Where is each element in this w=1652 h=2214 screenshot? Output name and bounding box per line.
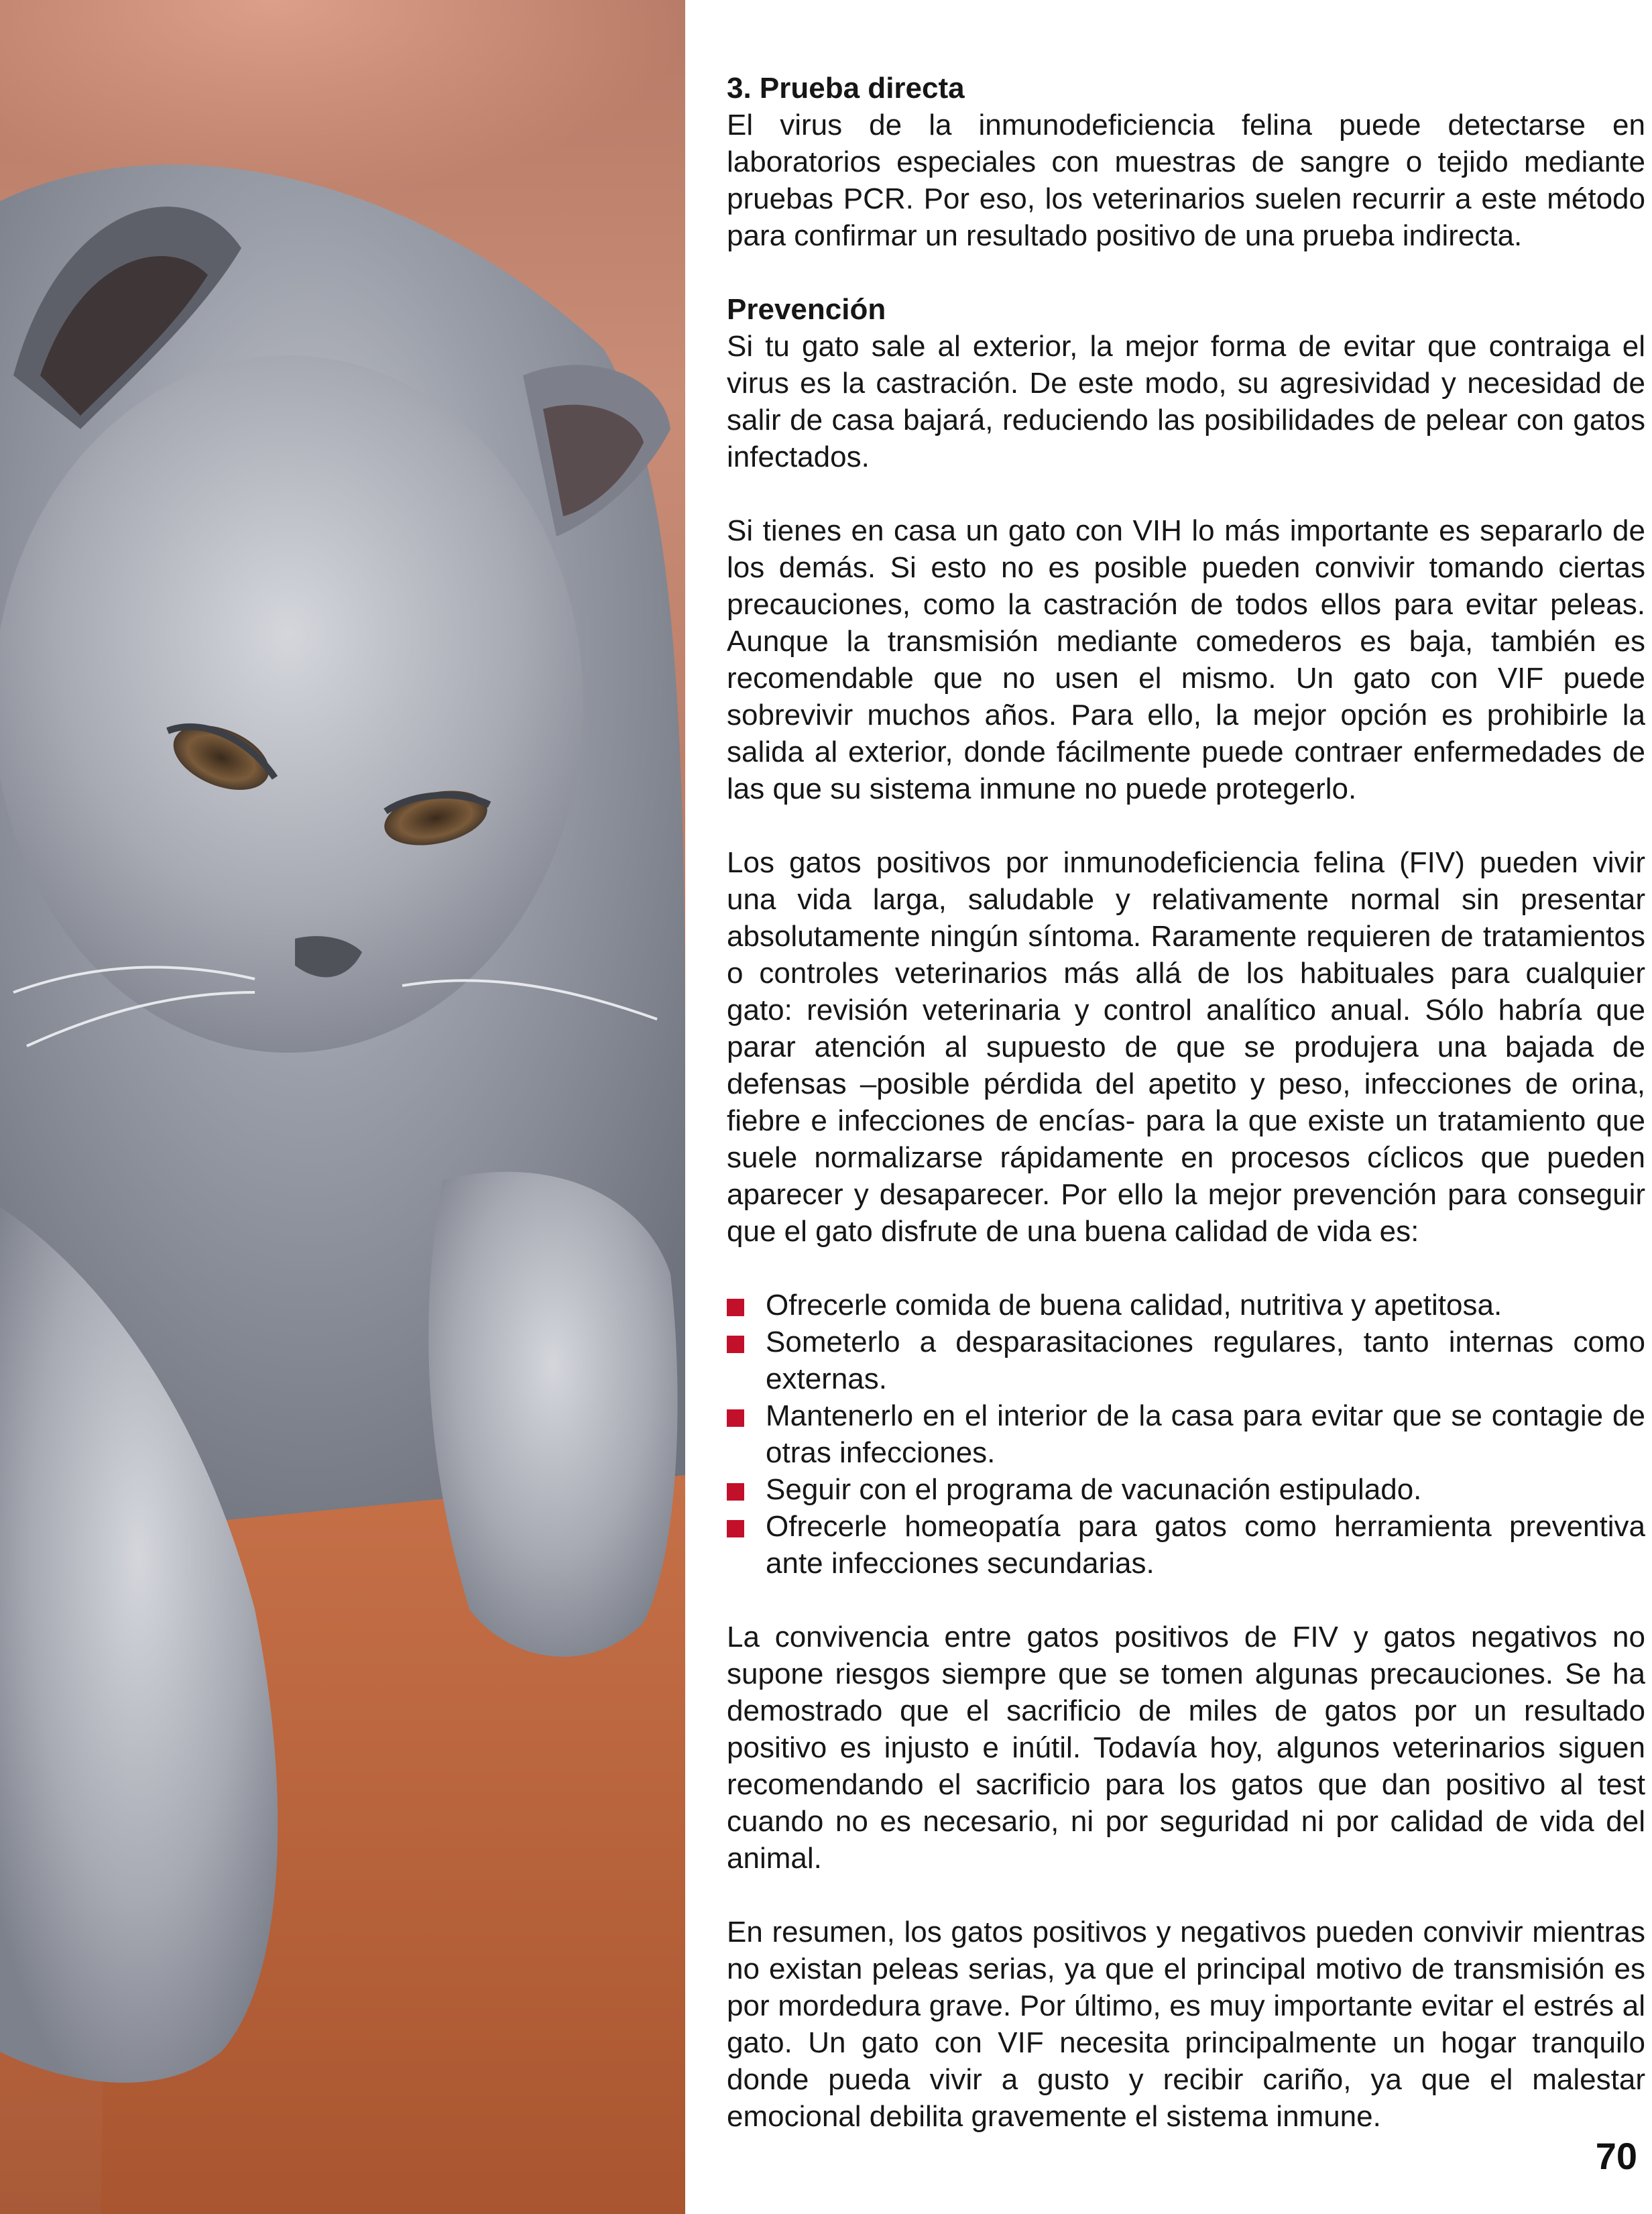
paragraph-prueba-directa: El virus de la inmunodeficiencia felina puede detectarse en laboratorios especiales con muestras de sangre o tejido mediante pruebas PCR. Por eso, los veterinarios suelen recurrir a este método para confirmar un resultado positivo de una prueba indirecta. — [727, 109, 1645, 252]
bullet-square-icon — [727, 1520, 744, 1537]
paragraph-convivencia: La convivencia entre gatos positivos de FIV y gatos negativos no supone riesgos siempre que se tomen algunas precauciones. Se ha demostrado que el sacrificio de miles de gatos por un resultado positivo es injusto e inútil. Todavía hoy, algunos veterinarios siguen recomendando el sacrificio para los gatos que dan positivo al test cuando no es necesario, ni por seguridad ni por calidad de vida del animal. — [727, 1621, 1645, 1875]
list-item-text: Seguir con el programa de vacunación estipulado. — [766, 1473, 1422, 1506]
list-item-text: Mantenerlo en el interior de la casa para evitar que se contagie de otras infecciones. — [766, 1399, 1645, 1469]
bullet-square-icon — [727, 1409, 744, 1427]
list-item — [727, 1324, 1645, 1397]
list-item — [727, 1508, 1645, 1582]
section-heading-prevencion: Prevención — [727, 293, 886, 326]
cat-illustration — [0, 0, 685, 2214]
article-column — [727, 70, 1645, 2135]
list-item-text: Ofrecerle comida de buena calidad, nutritiva y apetitosa. — [766, 1289, 1502, 1322]
prevention-list — [727, 1287, 1645, 1582]
list-item-text: Ofrecerle homeopatía para gatos como herramienta preventiva ante infecciones secundarias. — [766, 1510, 1645, 1580]
bullet-square-icon — [727, 1299, 744, 1316]
bullet-square-icon — [727, 1483, 744, 1501]
bullet-square-icon — [727, 1336, 744, 1353]
list-item-text: Someterlo a desparasitaciones regulares, tanto internas como externas. — [766, 1326, 1645, 1395]
list-item — [727, 1287, 1645, 1324]
cat-photo — [0, 0, 685, 2214]
section-heading-prueba-directa: 3. Prueba directa — [727, 72, 965, 105]
list-item — [727, 1471, 1645, 1508]
paragraph-fiv-positivos: Los gatos positivos por inmunodeficiencia felina (FIV) pueden vivir una vida larga, saludable y relativamente normal sin presentar absolutamente ningún síntoma. Raramente requieren de tratamientos o controles veterinarios más allá de los habituales para cualquier gato: revisión veterinaria y control analítico anual. Sólo habría que parar atención al supuesto de que se produjera una bajada de defensas –posible pérdida del apetito y peso, infecciones de orina, fiebre e infecciones de encías- para la que existe un tratamiento que suele normalizarse rápidamente en procesos cíclicos que pueden aparecer y desaparecer. Por ello la mejor prevención para conseguir que el gato disfrute de una buena calidad de vida es: — [727, 846, 1645, 1248]
paragraph-vih-en-casa: Si tienes en casa un gato con VIH lo más importante es separarlo de los demás. Si esto no es posible pueden convivir tomando ciertas precauciones, como la castración de todos ellos para evitar peleas. Aunque la transmisión mediante comederos es baja, también es recomendable que no usen el mismo. Un gato con VIF puede sobrevivir muchos años. Para ello, la mejor opción es prohibirle la salida al exterior, donde fácilmente puede contraer enfermedades de las que su sistema inmune no puede protegerlo. — [727, 514, 1645, 805]
paragraph-prevencion: Si tu gato sale al exterior, la mejor forma de evitar que contraiga el virus es la castración. De este modo, su agresividad y necesidad de salir de casa bajará, reduciendo las posibilidades de pelear con gatos infectados. — [727, 330, 1645, 473]
paragraph-resumen: En resumen, los gatos positivos y negativos pueden convivir mientras no existan peleas serias, ya que el principal motivo de transmisión es por mordedura grave. Por último, es muy importante evitar el estrés al gato. Un gato con VIF necesita principalmente un hogar tranquilo donde pueda vivir a gusto y recibir cariño, ya que el malestar emocional debilita gravemente el sistema inmune. — [727, 1916, 1645, 2133]
page-number: 70 — [1595, 2135, 1637, 2177]
list-item — [727, 1397, 1645, 1471]
